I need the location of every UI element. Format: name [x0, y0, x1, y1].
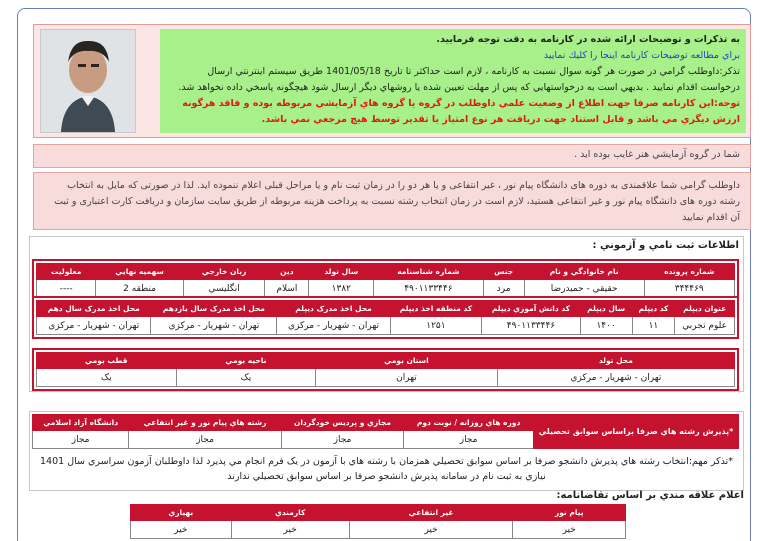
col-grade10-place: محل اخذ مدرک سال دهم: [37, 301, 151, 317]
cell: اسلام: [265, 280, 309, 298]
col-daily: دوره هاي روزانه / نوبت دوم: [404, 415, 534, 431]
col-language: زبان خارجي: [183, 264, 264, 280]
cell: مجاز: [33, 431, 129, 449]
col-pref-nonprofit: غير انتفاعي: [349, 505, 513, 521]
col-grade11-place: محل اخذ مدرک سال يازدهم: [151, 301, 277, 317]
cell: علوم تجربي: [675, 317, 735, 335]
notice-panel: [33, 24, 751, 138]
birthplace-table: [36, 352, 735, 387]
col-native-district: ناحيه بومي: [176, 353, 316, 369]
portrait-image: [41, 30, 135, 132]
preferences-table: [130, 504, 626, 539]
col-gender: جنس: [483, 264, 524, 280]
cell: ----: [37, 280, 96, 298]
cell: مجاز: [281, 431, 403, 449]
notice-line-3: تذكر:داوطلب گرامي در صورت هر گونه سوال نسبت به كارنامه ، لازم است حداكثر تا تاريخ 1401/05/18 طريق سيستم اينترنتي ارسال درخواست اقدام نماييد . بديهي است به درخواستهايي كه پس از مهلت تعيين شده يا روشهاي ديگر ارسال شود هيچگونه پاسخي داده نخواهد شد.: [178, 66, 740, 93]
absent-notice: شما در گروه آزمايشي هنر غايب بوده ايد .: [33, 144, 751, 168]
admission-table: [32, 414, 739, 449]
col-diploma-code: كد ديپلم: [632, 301, 675, 317]
col-pref-payamnoor: پيام نور: [513, 505, 626, 521]
col-full-name: نام خانوادگي و نام: [524, 264, 644, 280]
birthplace-table-wrap: [32, 348, 739, 391]
col-virtual: مجازي و پرديس خودگردان: [281, 415, 403, 431]
col-file-number: شماره پرونده: [644, 264, 734, 280]
col-payamnoor: رشته هاي پيام نور و غير انتفاعي: [129, 415, 282, 431]
diploma-table-wrap: [32, 296, 739, 339]
col-native-province: استان بومي: [316, 353, 497, 369]
cell: يک: [37, 369, 177, 387]
col-diploma-place: محل اخذ مدرک ديپلم: [277, 301, 390, 317]
cell: تهران - شهريار - مركزي: [151, 317, 277, 335]
cell: مجاز: [129, 431, 282, 449]
table-row: [131, 521, 626, 539]
col-pref-employee: كارمندي: [231, 505, 349, 521]
cell: انگليسي: [183, 280, 264, 298]
col-id-number: شماره شناسنامه: [374, 264, 483, 280]
admission-section: [29, 411, 744, 491]
cell: خير: [131, 521, 232, 539]
cell: تهران - شهريار - مركزي: [497, 369, 734, 387]
cell: ۴۹۰۱۱۳۳۴۴۶: [374, 280, 483, 298]
cell: تهران - شهريار - مركزي: [277, 317, 390, 335]
candidate-photo: [40, 29, 136, 133]
cell: مجاز: [404, 431, 534, 449]
warning-notice: داوطلب گرامی شما علاقمندی به دوره های دانشگاه پیام نور ، غیر انتفاعی و یا هر دو را در زمان ثبت نام و یا مراحل قبلی اعلام ننموده اید. لذا در صورتی که مایل به انتخاب رشته دوره های دانشگاه پیام نور و غیر انتفاعی هستید، لازم است در زمان انتخاب رشته نسبت به پرداخت هزینه مربوطه از طریق سایت سازمان و دریافت کارت اعتباری و ثبت آن اقدام نمایید: [33, 172, 751, 230]
preferences-title: اعلام علاقه مندي بر اساس تقاضانامه:: [556, 490, 744, 501]
guide-link[interactable]: براي مطالعه توضيحات كارنامه اينجا را كليك نماييد: [543, 50, 740, 61]
col-pref-nursing: بهياري: [131, 505, 232, 521]
cell: خير: [349, 521, 513, 539]
diploma-table: [36, 300, 735, 335]
table-row: [37, 317, 735, 335]
col-disability: معلوليت: [37, 264, 96, 280]
col-birth-year: سال تولد: [309, 264, 374, 280]
col-diploma-title: عنوان ديپلم: [675, 301, 735, 317]
notice-box: [160, 29, 746, 133]
cell: منطقه 2: [96, 280, 184, 298]
cell: خير: [513, 521, 626, 539]
notice-line-4: توجه:اين كارنامه صرفا جهت اطلاع از وضعيت علمي داوطلب در گروه يا گروه هاي آزمايشي مربوطه بوده و فاقد هرگونه ارزش ديگري مي باشد و قابل استناد جهت دريافت هر نوع امتياز يا تقدير توسط هيچ مرجعي نمي باشد.: [182, 98, 740, 125]
col-birthplace: محل تولد: [497, 353, 734, 369]
registration-title: اطلاعات ثبت نامي و آزموني :: [592, 240, 739, 251]
personal-table: [36, 263, 735, 298]
cell: ۱۴۰۰: [580, 317, 632, 335]
cell: ۱۲۵۱: [390, 317, 482, 335]
registration-section: [29, 236, 744, 392]
cell: تهران: [316, 369, 497, 387]
col-native-pole: قطب بومي: [37, 353, 177, 369]
col-azad: دانشگاه آزاد اسلامي: [33, 415, 129, 431]
col-student-code: كد دانش آموزي ديپلم: [482, 301, 580, 317]
col-region-code: كد منطقه اخذ ديپلم: [390, 301, 482, 317]
table-row: [37, 280, 735, 298]
cell: تهران - شهريار - مركزي: [37, 317, 151, 335]
cell: ۱۳۸۲: [309, 280, 374, 298]
admission-note: *تذكر مهم:انتخاب رشته هاي پذيرش دانشجو صرفا بر اساس سوابق تحصيلي همزمان با رشته هاي با آزمون در يک فرم انجام مي پذيرد لذا داوطلبان آزمون سراسري سال 1401 نيازي به ثبت نام در سامانه پذيرش دانشجو صرفا بر اساس سوابق تحصيلي ندارند: [40, 456, 733, 482]
cell: خير: [231, 521, 349, 539]
admission-side-label: *پذيرش رشته هاي صرفا براساس سوابق تحصيلي: [534, 415, 739, 449]
cell: يک: [176, 369, 316, 387]
cell: ٣۴۴۴۶۹: [644, 280, 734, 298]
cell: حقيقي - حميدرضا: [524, 280, 644, 298]
notice-line-1: به تذكرات و توضيحات ارائه شده در كارنامه به دقت توجه فرماييد.: [436, 34, 740, 45]
cell: ۱۱: [632, 317, 675, 335]
col-quota: سهميه نهايي: [96, 264, 184, 280]
cell: ۴۹۰۱۱۳۳۴۴۶: [482, 317, 580, 335]
table-row: [37, 369, 735, 387]
col-religion: دين: [265, 264, 309, 280]
col-diploma-year: سال ديپلم: [580, 301, 632, 317]
cell: مرد: [483, 280, 524, 298]
